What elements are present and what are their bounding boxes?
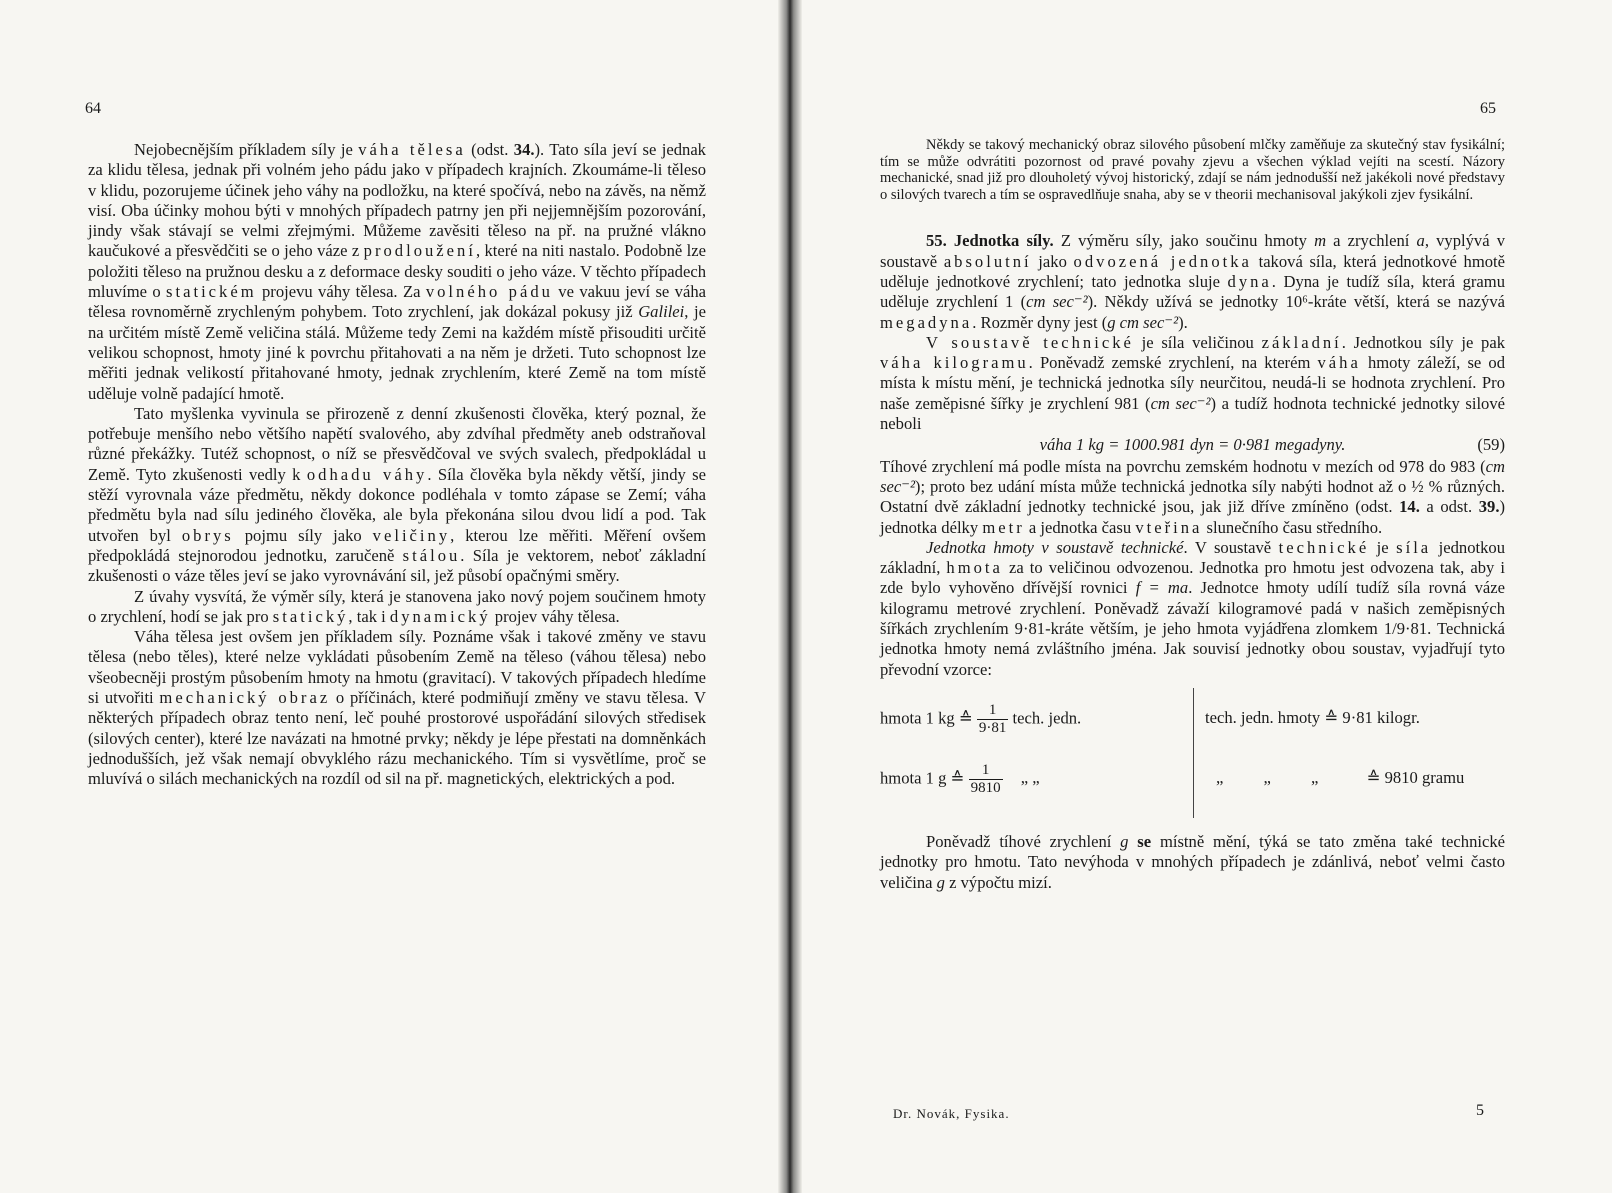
- text-run: ve vakuu jeví se váha tělesa rovnoměrně zrychleným pohybem. Toto zrychlení, jak dokázal pokusy již: [88, 282, 706, 322]
- conversion-row-g: [880, 762, 1040, 797]
- spaced-emphasis: síla: [1396, 537, 1432, 557]
- text-run: Tíhové zrychlení má podle místa na povrchu zemském hodnotu v mezích od 978 do 983 (: [880, 456, 1486, 476]
- denominator: 9810: [970, 779, 1001, 796]
- spaced-emphasis: váha kilogramu: [880, 353, 1029, 373]
- denominator: 9·81: [978, 719, 1007, 736]
- text-run: jako: [1031, 251, 1074, 271]
- paragraph: [88, 627, 706, 789]
- conversion-row-g-right: [1216, 768, 1464, 788]
- text-run: . Poněvadž zemské zrychlení, na kterém: [1028, 353, 1318, 373]
- text-run: , které na niti nastalo. Podobně lze položiti těleso na pružnou desku a z deformace desky souditi o jeho váze. V těchto případech mluvíme o: [88, 241, 706, 302]
- right-column: [880, 137, 1505, 893]
- text-run: taková síla, která jednotkové hmotě uděluje jednotkové zrychlení; tato jednotka sluje: [880, 251, 1505, 291]
- text-run: , je na určitém místě Země veličina stálá. Můžeme tedy Zemi na každém místě přisouditi určitě velikou schopnost, hmoty jiné k povrchu přitahovati a na něm je držeti. Tuto schopnost lze měřiti jednak velikostí přitahované hmoty, jednak zrychlením, které Země na tom místě uděluje volně padající hmotě.: [88, 302, 706, 403]
- text-run: z výpočtu mizí.: [944, 872, 1052, 892]
- text-run: Z výměru síly, jako součinu hmoty: [1053, 231, 1315, 251]
- text-run: Váha tělesa jest ovšem jen příkladem síly. Poznáme však i takové změny ve stavu tělesa (nebo těles), které nelze vykládati působením Země na těleso (váhou tělesa) nebo všeobecněji prostým působením hmoty na hmotu (gravitací). V takových případech hledíme si utvořiti: [88, 627, 706, 708]
- text-run: ). Tato síla jeví se jednak za klidu tělesa, jednak při volném jeho pádu jako v případech krajních. Zkoumáme-li těleso v klidu, pozorujeme účinek jeho váhy na podložku, na které spočívá, nebo na závěs, na němž visí. Oba účinky mohou býti v mnohých případech patrny jen při nejjemnějším pozorování, jindy však stávají se velmi zřejmými. Můžeme zavěsiti těleso na př. na pružné vlákno kaučukové a přesvědčiti se o jeho váze z: [88, 140, 706, 261]
- correspondence-symbol: ≙: [950, 768, 965, 788]
- text-run: Tato myšlenka vyvinula se přirozeně z denní zkušenosti člověka, který poznal, že potřebuje menšího nebo většího napětí svalového, aby zdvíhal předměty aneb odstraňoval různé překážky. Tutéž schopnost, o níž se přesvědčoval ve svých svalech, předpokládal u Země. Tyto zkušenosti vedly k: [88, 403, 706, 484]
- text-run: projev váhy tělesa.: [490, 606, 620, 626]
- conversion-row-kg: [880, 702, 1081, 737]
- italic-text: cm sec⁻²: [880, 456, 1505, 496]
- spaced-emphasis: odvozená jednotka: [1073, 251, 1252, 271]
- spaced-emphasis: hmota: [946, 558, 1003, 578]
- ditto-marks: „ „: [1020, 768, 1040, 788]
- text-run: je: [1369, 537, 1397, 557]
- text-run: Nejobecnějším příkladem síly je: [134, 140, 359, 159]
- sheet-number: 5: [1476, 1102, 1484, 1119]
- spaced-emphasis: odhadu váhy: [306, 464, 428, 484]
- conversion-row-kg-right: [1205, 708, 1420, 728]
- small-print-note: Někdy se takový mechanický obraz silového působení mlčky zaměňuje za skutečný stav fysikální; tím se může odvrátiti pozornost od pravé povahy zjevu a všechen výklad vejíti na scestí. Názory mechanické, snad již pro dlouholetý vývoj historický, zdají se nám jednodušší než jakékoli nové představy o silových tvarech a tím se ospravedlňuje snaha, aby se v theorii mechanisoval jakýkoli zjev fysikální.: [880, 137, 1505, 203]
- paragraph: [88, 140, 706, 404]
- text-run: je síla veličinou: [1133, 332, 1262, 352]
- bold-text: 55. Jednotka síly.: [926, 231, 1054, 251]
- text-run: o příčinách, které podmiňují změny ve stavu tělesa. V některých případech obraz tento není, leč pouhé prostorové uspořádání silových středisek (silových center), které lze navázati na hmotné prvky; někdy je lépe přestati na domněnkách jednodušších, jež však nemají obvyklého rázu mechanického. Tím si vysvětlíme, proč se mluvívá o silách mechanických na rozdíl od sil na př. magnetických, elektrických a pod.: [88, 688, 706, 789]
- text-run: a odst.: [1419, 497, 1479, 517]
- book-gutter: [778, 0, 802, 1193]
- page-number-right: 65: [1480, 100, 1496, 117]
- spaced-emphasis: stálou: [402, 545, 461, 565]
- italic-text: Galilei: [638, 302, 685, 322]
- spaced-emphasis: základní: [1261, 332, 1342, 352]
- text-run: ) a tudíž hodnota technické jednotky silové neboli: [880, 393, 1506, 434]
- text-run: . Jednotce hmoty udílí tudíž síla rovná váze kilogramu metrové zrychlení. Poněvadž závaží kilogramové padá v našich zeměpisných šířkách zrychlením 9·81-kráte větším, je jeho hmota vyjádřena zlomkem 1/9·81. Technická jednotka hmoty nemá zvláštního jména. Jak souvisí jednotky obou soustav, vyjadřují tyto převodní vzorce:: [880, 578, 1505, 679]
- text-run: [1128, 832, 1137, 851]
- text-run: a zrychlení: [1326, 231, 1417, 251]
- spaced-emphasis: prodloužení: [363, 241, 476, 261]
- text-run: . Dyna je tudíž síla, která gramu uděluje zrychlení 1 (: [880, 271, 1506, 312]
- text-run: jednotkou základní,: [880, 537, 1506, 578]
- spaced-emphasis: megadyna: [880, 312, 973, 332]
- text-run: . Síla je vektorem, neboť základní zkušenosti o váze těles jeví se jako vyrovnávání sil, jež působí opačnými směry.: [88, 545, 707, 586]
- spaced-emphasis: statickém: [166, 282, 257, 302]
- text-run: za to veličinou odvozenou. Jednotka pro hmotu jest odvozena tak, aby i zde bylo vyhověno dřívější rovnici: [880, 558, 1506, 598]
- left-column: [88, 140, 706, 790]
- equation-number: (59): [1477, 435, 1505, 455]
- text-run: Z úvahy vysvítá, že výměr síly, která je stanovena jako nový pojem součinem hmoty o zrychlení, hodí se jak pro: [88, 586, 706, 626]
- italic-text: g: [936, 872, 945, 892]
- text-run: hmoty záleží, se od místa k místu mění, je technická jednotka síly neurčitou, neudá-li se hodnota zrychlení. Pro naše zeměpisné šířky je zrychlení 981 (: [880, 353, 1506, 413]
- text-run: projevu váhy tělesa. Za: [256, 282, 426, 302]
- text-run: místně mění, týká se tato změna také technické jednotky pro hmotu. Tato nevýhoda v mnohých případech je zdánlivá, neboť velmi často veličina: [880, 831, 1506, 892]
- spaced-emphasis: technické: [1278, 537, 1370, 557]
- bold-text: se: [1137, 831, 1152, 851]
- fraction: [969, 762, 1003, 797]
- italic-text: f = ma: [1135, 578, 1189, 598]
- text-run: pojmu síly jako: [233, 525, 373, 545]
- text-run: , vyplývá v soustavě: [880, 231, 1506, 271]
- spaced-emphasis: váha tělesa: [358, 140, 466, 159]
- text-run: Poněvadž tíhové zrychlení: [926, 831, 1121, 851]
- paragraph: [88, 587, 706, 628]
- conversion-lhs: hmota 1 kg: [880, 708, 955, 728]
- text-run: . V soustavě: [1183, 537, 1279, 557]
- divider-line: [1193, 688, 1194, 818]
- paragraph: [880, 832, 1505, 893]
- conversion-rhs: ≙ 9810 gramu: [1366, 767, 1465, 787]
- page-number-left: 64: [85, 100, 101, 117]
- spaced-emphasis: V soustavě technické: [926, 332, 1134, 352]
- spaced-emphasis: vteřina: [1135, 517, 1203, 537]
- text-run: . Jednotkou síly je pak: [1341, 332, 1505, 352]
- footer-signature: Dr. Novák, Fysika.: [893, 1106, 1010, 1121]
- equation-text: váha 1 kg = 1000.981 dyn = 0·981 megadyny.: [1039, 435, 1346, 455]
- italic-text: Jednotka hmoty v soustavě technické: [926, 537, 1184, 557]
- text-run: ); proto bez udání místa může technická jednotka síly nabýti hodnot až o ½ % různých. Ostatní dvě základní jednotky technické jsou, jak již dříve zmíněno (odst.: [880, 476, 1505, 517]
- fraction: [977, 702, 1009, 737]
- bold-text: 14.: [1399, 497, 1420, 517]
- italic-text: g: [1120, 831, 1129, 851]
- spaced-emphasis: dyna: [1227, 271, 1272, 291]
- equation-59: [880, 435, 1505, 455]
- text-run: a jednotka času: [1024, 517, 1136, 537]
- conversion-rhs: tech. jedn. hmoty ≙ 9·81 kilogr.: [1205, 707, 1420, 727]
- spaced-emphasis: váha: [1317, 353, 1361, 373]
- text-run: , kterou lze měřiti. Měření ovšem předpokládá stejnorodou jednotku, zaručeně: [88, 525, 706, 565]
- spaced-emphasis: metr: [982, 517, 1025, 537]
- italic-text: m: [1314, 231, 1327, 251]
- italic-text: cm sec⁻²: [1026, 292, 1088, 312]
- spaced-emphasis: volného pádu: [425, 282, 553, 302]
- ditto-marks: „ „ „: [1216, 767, 1337, 787]
- correspondence-symbol: ≙: [958, 708, 973, 728]
- conversion-unit: tech. jedn.: [1012, 708, 1082, 728]
- spaced-emphasis: obrys: [181, 525, 234, 545]
- section-paragraph: [880, 231, 1505, 332]
- conversion-lhs: hmota 1 g: [880, 768, 947, 788]
- paragraph: [880, 333, 1505, 434]
- bold-text: 34.: [513, 140, 535, 159]
- italic-text: cm sec⁻²: [1150, 393, 1211, 413]
- numerator: 1: [969, 762, 1003, 780]
- text-run: (odst.: [465, 140, 514, 159]
- text-run: ) jednotka délky: [880, 497, 1505, 537]
- text-run: . Síla člověka byla někdy větší, jindy se stěží vyrovnala váze předmětu, někdy dokonce podléhala v tomto zápase se Zemí; váha předmětu byla nad sílu jediného člověka, ale byla překonána silou dvou lidí a pod. Tak utvořen byl: [88, 464, 706, 545]
- paragraph: [880, 457, 1505, 538]
- spaced-emphasis: statický: [272, 606, 349, 626]
- spaced-emphasis: dynamický: [389, 606, 491, 626]
- spaced-emphasis: absolutní: [943, 251, 1032, 271]
- text-run: ).: [1178, 312, 1188, 332]
- paragraph: [880, 538, 1505, 680]
- paragraph: [88, 404, 706, 587]
- italic-text: a: [1416, 231, 1425, 251]
- spaced-emphasis: veličiny: [372, 525, 451, 545]
- text-run: slunečního času středního.: [1202, 517, 1383, 537]
- spaced-emphasis: mechanický obraz: [159, 688, 331, 708]
- conversion-formulas: [880, 688, 1505, 818]
- text-run: ). Někdy užívá se jednotky 10⁶-kráte větší, která se nazývá: [1087, 292, 1506, 312]
- bold-text: 39.: [1478, 497, 1500, 517]
- text-run: . Rozměr dyny jest (: [972, 312, 1108, 332]
- italic-text: g cm sec⁻²: [1107, 312, 1179, 332]
- numerator: 1: [977, 702, 1009, 720]
- text-run: , tak i: [348, 606, 390, 626]
